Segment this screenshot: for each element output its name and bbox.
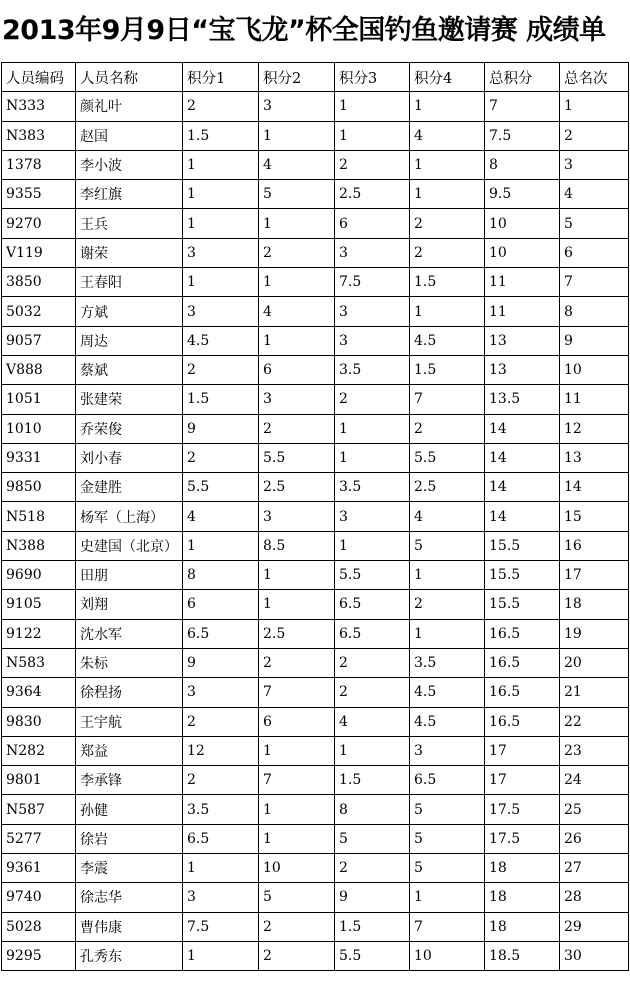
cell-score1: 1 — [183, 531, 259, 560]
cell-total-score: 15.5 — [485, 561, 560, 590]
table-row — [2, 561, 629, 590]
table-row — [2, 92, 629, 121]
cell-score2: 1 — [259, 121, 335, 150]
cell-code: N383 — [2, 121, 76, 150]
cell-score3: 3 — [335, 502, 410, 531]
cell-score3: 1.5 — [335, 912, 410, 941]
table-row — [2, 443, 629, 472]
cell-total-score: 18 — [485, 854, 560, 883]
cell-total-rank: 17 — [560, 561, 629, 590]
cell-code: V119 — [2, 238, 76, 267]
cell-name: 史建国（北京） — [76, 531, 183, 560]
cell-score3: 3.5 — [335, 473, 410, 502]
cell-score4: 6.5 — [410, 766, 485, 795]
table-header-row — [2, 63, 629, 92]
cell-score2: 1 — [259, 795, 335, 824]
cell-name: 李小波 — [76, 150, 183, 179]
cell-total-score: 11 — [485, 268, 560, 297]
cell-code: 9740 — [2, 883, 76, 912]
cell-score2: 10 — [259, 854, 335, 883]
cell-score4: 4.5 — [410, 326, 485, 355]
table-row — [2, 209, 629, 238]
cell-score2: 1 — [259, 561, 335, 590]
cell-name: 谢荣 — [76, 238, 183, 267]
cell-total-score: 7.5 — [485, 121, 560, 150]
cell-total-score: 17 — [485, 766, 560, 795]
cell-score2: 5.5 — [259, 443, 335, 472]
cell-total-rank: 2 — [560, 121, 629, 150]
cell-code: 3850 — [2, 268, 76, 297]
cell-code: 9295 — [2, 941, 76, 970]
table-row — [2, 326, 629, 355]
cell-score1: 8 — [183, 561, 259, 590]
cell-total-rank: 4 — [560, 180, 629, 209]
cell-total-rank: 1 — [560, 92, 629, 121]
header-total-rank: 总名次 — [560, 63, 629, 92]
cell-total-rank: 12 — [560, 414, 629, 443]
cell-score2: 6 — [259, 707, 335, 736]
cell-code: 1378 — [2, 150, 76, 179]
cell-total-score: 7 — [485, 92, 560, 121]
cell-score3: 7.5 — [335, 268, 410, 297]
cell-score3: 5.5 — [335, 561, 410, 590]
cell-score2: 1 — [259, 824, 335, 853]
cell-score4: 5 — [410, 824, 485, 853]
table-row — [2, 766, 629, 795]
table-body — [2, 92, 629, 971]
cell-score1: 1.5 — [183, 385, 259, 414]
cell-total-rank: 9 — [560, 326, 629, 355]
cell-score4: 5 — [410, 795, 485, 824]
cell-code: 1051 — [2, 385, 76, 414]
cell-name: 徐岩 — [76, 824, 183, 853]
cell-total-rank: 16 — [560, 531, 629, 560]
cell-total-score: 15.5 — [485, 590, 560, 619]
cell-score4: 2 — [410, 238, 485, 267]
table-row — [2, 941, 629, 970]
cell-score1: 12 — [183, 736, 259, 765]
cell-score4: 3.5 — [410, 648, 485, 677]
cell-score4: 1 — [410, 92, 485, 121]
header-score2: 积分2 — [259, 63, 335, 92]
cell-score1: 6 — [183, 590, 259, 619]
table-row — [2, 912, 629, 941]
cell-score1: 3 — [183, 883, 259, 912]
cell-score4: 4 — [410, 502, 485, 531]
cell-score4: 2 — [410, 590, 485, 619]
header-score3: 积分3 — [335, 63, 410, 92]
cell-score1: 1 — [183, 180, 259, 209]
cell-total-rank: 21 — [560, 678, 629, 707]
cell-score2: 3 — [259, 502, 335, 531]
cell-score4: 1.5 — [410, 268, 485, 297]
cell-name: 乔荣俊 — [76, 414, 183, 443]
cell-score1: 2 — [183, 766, 259, 795]
cell-total-rank: 13 — [560, 443, 629, 472]
cell-score2: 8.5 — [259, 531, 335, 560]
cell-score3: 4 — [335, 707, 410, 736]
cell-score3: 6.5 — [335, 590, 410, 619]
cell-score3: 8 — [335, 795, 410, 824]
cell-score1: 5.5 — [183, 473, 259, 502]
cell-code: N333 — [2, 92, 76, 121]
cell-code: N583 — [2, 648, 76, 677]
cell-name: 曹伟康 — [76, 912, 183, 941]
cell-total-rank: 3 — [560, 150, 629, 179]
cell-total-rank: 14 — [560, 473, 629, 502]
cell-total-score: 16.5 — [485, 707, 560, 736]
cell-total-score: 17 — [485, 736, 560, 765]
cell-score2: 4 — [259, 297, 335, 326]
cell-score3: 3 — [335, 326, 410, 355]
cell-score1: 3 — [183, 678, 259, 707]
cell-score1: 7.5 — [183, 912, 259, 941]
table-row — [2, 678, 629, 707]
cell-code: N518 — [2, 502, 76, 531]
cell-total-score: 16.5 — [485, 648, 560, 677]
cell-total-score: 14 — [485, 414, 560, 443]
cell-score2: 2 — [259, 238, 335, 267]
cell-score2: 2 — [259, 941, 335, 970]
cell-score4: 1 — [410, 883, 485, 912]
cell-code: 5277 — [2, 824, 76, 853]
cell-name: 杨军（上海） — [76, 502, 183, 531]
cell-score2: 2 — [259, 648, 335, 677]
cell-score2: 3 — [259, 385, 335, 414]
table-row — [2, 707, 629, 736]
table-row — [2, 297, 629, 326]
cell-total-score: 16.5 — [485, 619, 560, 648]
cell-code: V888 — [2, 355, 76, 384]
cell-total-rank: 29 — [560, 912, 629, 941]
cell-score4: 5.5 — [410, 443, 485, 472]
cell-score4: 2.5 — [410, 473, 485, 502]
cell-total-rank: 10 — [560, 355, 629, 384]
table-row — [2, 736, 629, 765]
cell-score4: 1 — [410, 180, 485, 209]
table-row — [2, 473, 629, 502]
cell-score1: 3 — [183, 238, 259, 267]
cell-score3: 3 — [335, 297, 410, 326]
cell-total-score: 14 — [485, 443, 560, 472]
table-row — [2, 854, 629, 883]
cell-total-rank: 19 — [560, 619, 629, 648]
cell-score2: 2.5 — [259, 473, 335, 502]
header-total-score: 总积分 — [485, 63, 560, 92]
cell-score4: 7 — [410, 385, 485, 414]
cell-total-score: 10 — [485, 238, 560, 267]
cell-score1: 4 — [183, 502, 259, 531]
cell-score3: 2 — [335, 854, 410, 883]
cell-score1: 2 — [183, 355, 259, 384]
table-row — [2, 531, 629, 560]
cell-score3: 6 — [335, 209, 410, 238]
cell-total-score: 13.5 — [485, 385, 560, 414]
cell-name: 颜礼叶 — [76, 92, 183, 121]
cell-score2: 2 — [259, 912, 335, 941]
table-row — [2, 824, 629, 853]
cell-score3: 1 — [335, 736, 410, 765]
cell-name: 刘翔 — [76, 590, 183, 619]
cell-score3: 2.5 — [335, 180, 410, 209]
cell-name: 田朋 — [76, 561, 183, 590]
cell-score1: 1.5 — [183, 121, 259, 150]
cell-code: 9331 — [2, 443, 76, 472]
cell-score3: 5 — [335, 824, 410, 853]
cell-name: 徐志华 — [76, 883, 183, 912]
cell-name: 蔡斌 — [76, 355, 183, 384]
cell-code: 9690 — [2, 561, 76, 590]
cell-score1: 9 — [183, 414, 259, 443]
table-row — [2, 795, 629, 824]
cell-score2: 7 — [259, 678, 335, 707]
cell-score3: 9 — [335, 883, 410, 912]
cell-total-score: 18 — [485, 883, 560, 912]
cell-name: 王兵 — [76, 209, 183, 238]
table-row — [2, 150, 629, 179]
cell-total-rank: 24 — [560, 766, 629, 795]
cell-score2: 5 — [259, 180, 335, 209]
cell-score4: 4.5 — [410, 678, 485, 707]
cell-score3: 3.5 — [335, 355, 410, 384]
cell-score2: 6 — [259, 355, 335, 384]
table-row — [2, 385, 629, 414]
page-title: 2013年9月9日“宝飞龙”杯全国钓鱼邀请赛 成绩单 — [2, 15, 606, 46]
cell-total-score: 17.5 — [485, 795, 560, 824]
cell-score1: 4.5 — [183, 326, 259, 355]
cell-score3: 2 — [335, 678, 410, 707]
cell-total-rank: 7 — [560, 268, 629, 297]
cell-total-score: 11 — [485, 297, 560, 326]
table-row — [2, 268, 629, 297]
cell-score2: 4 — [259, 150, 335, 179]
cell-score4: 10 — [410, 941, 485, 970]
cell-total-score: 9.5 — [485, 180, 560, 209]
cell-score2: 1 — [259, 209, 335, 238]
cell-score1: 2 — [183, 707, 259, 736]
table-row — [2, 502, 629, 531]
cell-total-rank: 30 — [560, 941, 629, 970]
cell-score2: 7 — [259, 766, 335, 795]
cell-total-score: 17.5 — [485, 824, 560, 853]
cell-total-score: 18.5 — [485, 941, 560, 970]
cell-code: 5028 — [2, 912, 76, 941]
cell-total-rank: 27 — [560, 854, 629, 883]
cell-score3: 2 — [335, 648, 410, 677]
cell-score3: 1.5 — [335, 766, 410, 795]
cell-code: 9850 — [2, 473, 76, 502]
cell-name: 孔秀东 — [76, 941, 183, 970]
cell-score1: 2 — [183, 443, 259, 472]
table-row — [2, 414, 629, 443]
cell-name: 郑益 — [76, 736, 183, 765]
cell-total-score: 13 — [485, 326, 560, 355]
cell-code: 9801 — [2, 766, 76, 795]
cell-name: 李承锋 — [76, 766, 183, 795]
cell-name: 金建胜 — [76, 473, 183, 502]
cell-name: 刘小春 — [76, 443, 183, 472]
cell-total-score: 8 — [485, 150, 560, 179]
cell-total-score: 10 — [485, 209, 560, 238]
cell-code: 1010 — [2, 414, 76, 443]
cell-score2: 1 — [259, 326, 335, 355]
cell-score4: 7 — [410, 912, 485, 941]
cell-code: 9105 — [2, 590, 76, 619]
cell-score4: 3 — [410, 736, 485, 765]
cell-score4: 4.5 — [410, 707, 485, 736]
table-row — [2, 590, 629, 619]
cell-name: 沈水军 — [76, 619, 183, 648]
cell-score1: 3.5 — [183, 795, 259, 824]
cell-total-rank: 18 — [560, 590, 629, 619]
cell-name: 李红旗 — [76, 180, 183, 209]
cell-code: 9830 — [2, 707, 76, 736]
cell-code: N388 — [2, 531, 76, 560]
cell-score4: 1 — [410, 297, 485, 326]
cell-name: 李震 — [76, 854, 183, 883]
cell-total-score: 18 — [485, 912, 560, 941]
cell-score2: 2 — [259, 414, 335, 443]
cell-code: 9355 — [2, 180, 76, 209]
cell-code: 9057 — [2, 326, 76, 355]
cell-score3: 3 — [335, 238, 410, 267]
header-name: 人员名称 — [76, 63, 183, 92]
cell-score3: 1 — [335, 443, 410, 472]
cell-score4: 1 — [410, 561, 485, 590]
cell-total-rank: 6 — [560, 238, 629, 267]
cell-score1: 1 — [183, 150, 259, 179]
table-row — [2, 355, 629, 384]
cell-score1: 6.5 — [183, 619, 259, 648]
cell-score3: 5.5 — [335, 941, 410, 970]
header-score1: 积分1 — [183, 63, 259, 92]
cell-score1: 2 — [183, 92, 259, 121]
cell-total-rank: 22 — [560, 707, 629, 736]
cell-score3: 1 — [335, 531, 410, 560]
cell-total-score: 14 — [485, 473, 560, 502]
table-row — [2, 648, 629, 677]
cell-score3: 1 — [335, 92, 410, 121]
cell-total-rank: 15 — [560, 502, 629, 531]
cell-score1: 1 — [183, 941, 259, 970]
cell-score4: 4 — [410, 121, 485, 150]
table-row — [2, 883, 629, 912]
cell-score1: 1 — [183, 209, 259, 238]
header-code: 人员编码 — [2, 63, 76, 92]
table-row — [2, 121, 629, 150]
cell-score4: 5 — [410, 854, 485, 883]
cell-score1: 1 — [183, 268, 259, 297]
header-score4: 积分4 — [410, 63, 485, 92]
cell-score1: 3 — [183, 297, 259, 326]
cell-score3: 2 — [335, 150, 410, 179]
cell-total-rank: 25 — [560, 795, 629, 824]
cell-total-rank: 20 — [560, 648, 629, 677]
cell-name: 王宇航 — [76, 707, 183, 736]
cell-score4: 1 — [410, 619, 485, 648]
cell-score4: 5 — [410, 531, 485, 560]
cell-total-rank: 23 — [560, 736, 629, 765]
cell-code: 9270 — [2, 209, 76, 238]
cell-name: 王春阳 — [76, 268, 183, 297]
cell-score4: 1.5 — [410, 355, 485, 384]
cell-score1: 1 — [183, 854, 259, 883]
table-row — [2, 180, 629, 209]
cell-total-score: 13 — [485, 355, 560, 384]
cell-code: N282 — [2, 736, 76, 765]
cell-score1: 6.5 — [183, 824, 259, 853]
cell-score4: 2 — [410, 209, 485, 238]
cell-score3: 6.5 — [335, 619, 410, 648]
cell-score2: 1 — [259, 736, 335, 765]
cell-total-rank: 28 — [560, 883, 629, 912]
cell-score2: 2.5 — [259, 619, 335, 648]
cell-score3: 1 — [335, 121, 410, 150]
cell-total-rank: 26 — [560, 824, 629, 853]
results-table — [1, 62, 629, 971]
cell-score1: 9 — [183, 648, 259, 677]
cell-score4: 2 — [410, 414, 485, 443]
cell-total-score: 16.5 — [485, 678, 560, 707]
cell-code: 9364 — [2, 678, 76, 707]
cell-score2: 1 — [259, 590, 335, 619]
cell-code: 9361 — [2, 854, 76, 883]
cell-score2: 3 — [259, 92, 335, 121]
cell-total-rank: 5 — [560, 209, 629, 238]
table-row — [2, 619, 629, 648]
cell-name: 方斌 — [76, 297, 183, 326]
cell-total-score: 14 — [485, 502, 560, 531]
table-row — [2, 238, 629, 267]
cell-code: 9122 — [2, 619, 76, 648]
cell-name: 周达 — [76, 326, 183, 355]
cell-name: 孙健 — [76, 795, 183, 824]
cell-total-rank: 8 — [560, 297, 629, 326]
cell-score2: 5 — [259, 883, 335, 912]
cell-score4: 1 — [410, 150, 485, 179]
cell-score3: 1 — [335, 414, 410, 443]
cell-total-score: 15.5 — [485, 531, 560, 560]
cell-score3: 2 — [335, 385, 410, 414]
cell-total-rank: 11 — [560, 385, 629, 414]
cell-name: 徐程扬 — [76, 678, 183, 707]
cell-name: 张建荣 — [76, 385, 183, 414]
cell-code: 5032 — [2, 297, 76, 326]
cell-code: N587 — [2, 795, 76, 824]
cell-name: 赵国 — [76, 121, 183, 150]
cell-name: 朱标 — [76, 648, 183, 677]
cell-score2: 1 — [259, 268, 335, 297]
